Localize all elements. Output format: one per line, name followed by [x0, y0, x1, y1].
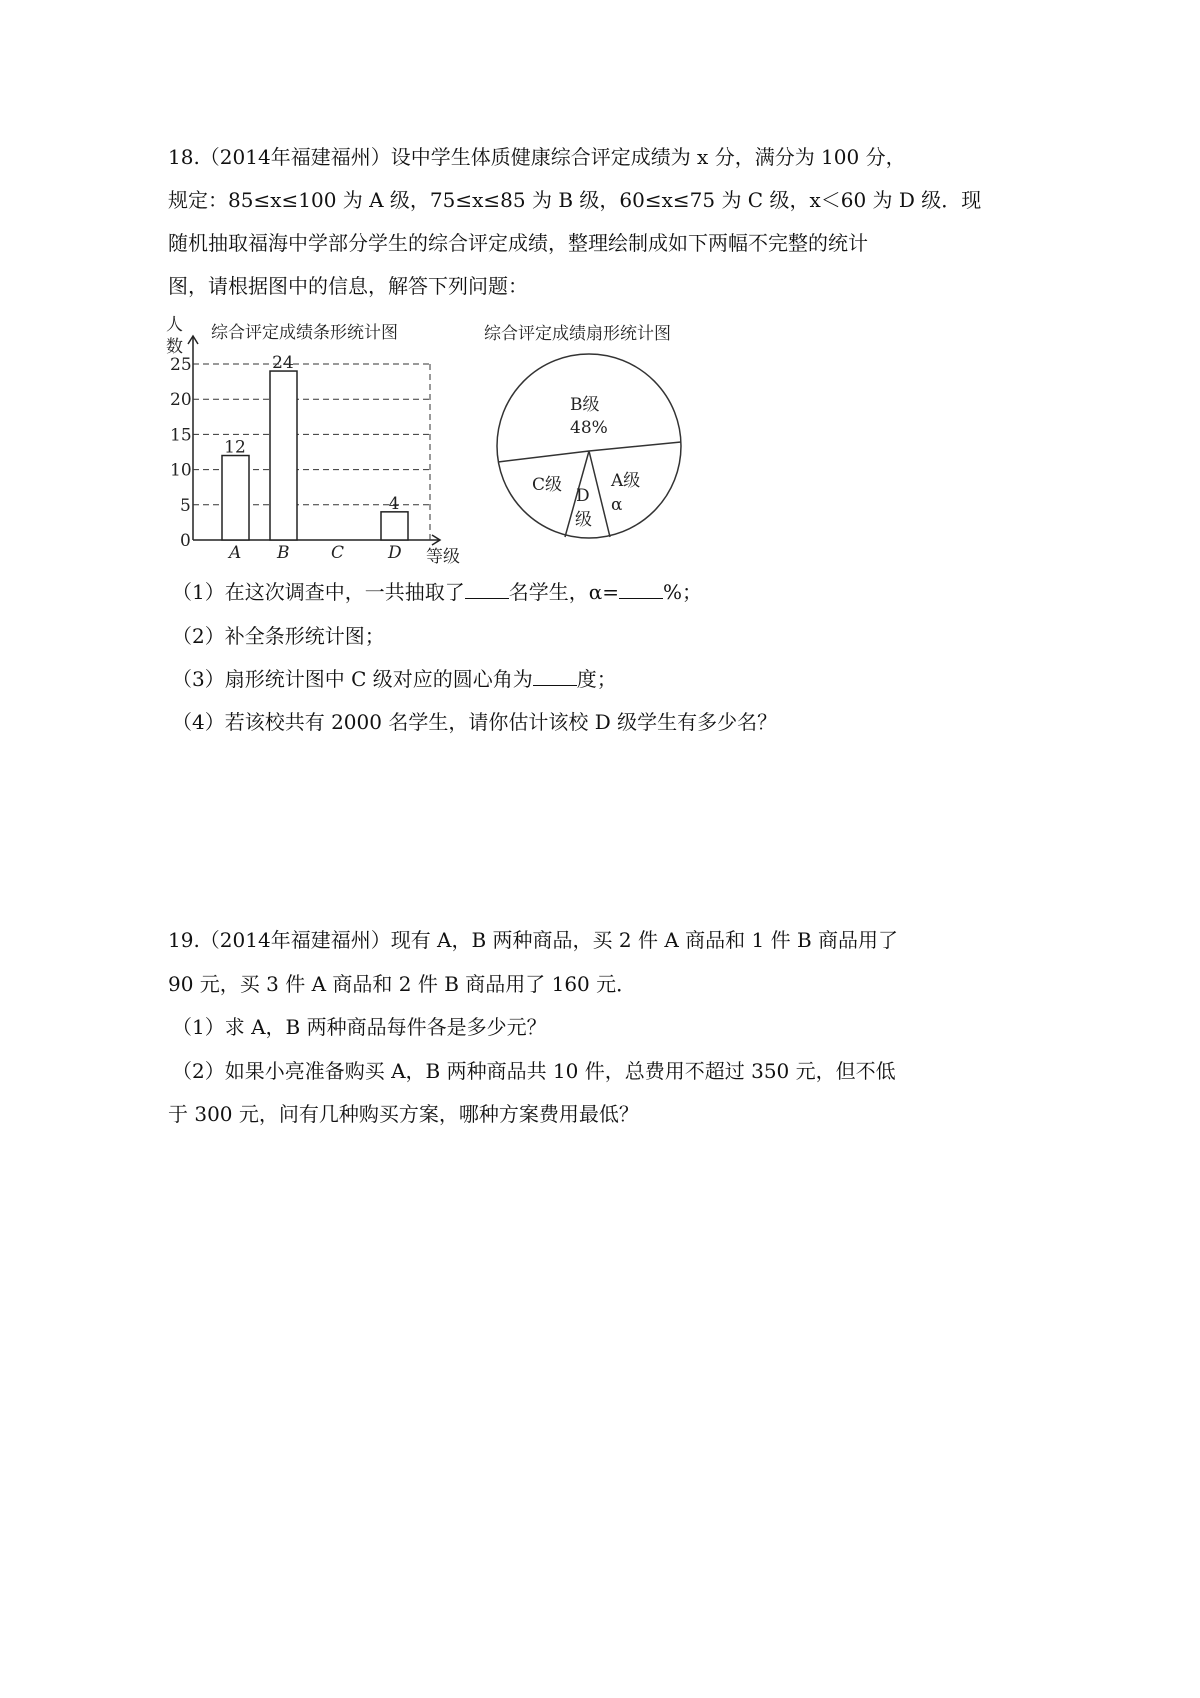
bar-A — [222, 456, 249, 540]
sub3-text-a: （3）扇形统计图中 C 级对应的圆心角为 — [172, 667, 533, 691]
y-axis-label-1: 人 — [166, 315, 183, 335]
data-label: 12 — [224, 437, 246, 458]
sub3-text-b: 度； — [576, 667, 617, 691]
y-tick-label: 25 — [170, 355, 192, 375]
sub1-text-b: 名学生，α= — [508, 580, 619, 604]
pie-chart-title: 综合评定成绩扇形统计图 — [484, 324, 671, 344]
slice-d-label-2: 级 — [575, 510, 592, 530]
q19-line-5: 于 300 元，问有几种购买方案，哪种方案费用最低？ — [168, 1102, 639, 1126]
sub1-text-c: %； — [663, 580, 703, 604]
bar-chart-title: 综合评定成绩条形统计图 — [211, 323, 398, 343]
y-tick-label: 5 — [180, 495, 191, 516]
y-tick-label: 15 — [170, 425, 192, 446]
x-tick-label: A — [229, 543, 242, 563]
x-tick-label: C — [331, 543, 345, 563]
x-axis-label: 等级 — [426, 547, 460, 567]
slice-a-value: α — [611, 495, 623, 515]
bar-D — [381, 512, 408, 540]
sub1-text-a: （1）在这次调查中，一共抽取了 — [172, 580, 465, 604]
q18-line-3: 随机抽取福海中学部分学生的综合评定成绩，整理绘制成如下两幅不完整的统计 — [168, 231, 868, 255]
answer-blank[interactable] — [619, 580, 663, 599]
data-label: 4 — [388, 493, 400, 514]
answer-blank[interactable] — [533, 667, 577, 686]
q18-sub-3 — [172, 667, 617, 691]
slice-a-label: A级 — [611, 471, 641, 491]
q19-line-1: 19.（2014年福建福州）现有 A，B 两种商品，买 2 件 A 商品和 1 件 B 商品用了 — [168, 928, 899, 952]
q19-sub-1: （1）求 A，B 两种商品每件各是多少元？ — [172, 1015, 547, 1039]
slice-b-label: B级 — [570, 395, 600, 415]
data-label: 24 — [272, 353, 294, 374]
bar-B — [270, 371, 297, 540]
bar-chart — [166, 315, 460, 567]
y-tick-label: 10 — [170, 460, 192, 481]
slice-d-label: D — [576, 486, 590, 506]
slice-c-label: C级 — [532, 475, 563, 495]
q18-line-4: 图，请根据图中的信息，解答下列问题： — [168, 274, 528, 298]
q19-sub-2: （2）如果小亮准备购买 A，B 两种商品共 10 件，总费用不超过 350 元，但不低 — [172, 1059, 896, 1083]
y-tick-label: 0 — [180, 531, 191, 551]
x-tick-label: B — [277, 543, 290, 563]
q18-sub-2: （2）补全条形统计图； — [172, 624, 385, 648]
q18-line-1: 18.（2014年福建福州）设中学生体质健康综合评定成绩为 x 分，满分为 100 分， — [168, 145, 906, 169]
slice-b-value: 48% — [570, 418, 608, 438]
q18-sub-4: （4）若该校共有 2000 名学生，请你估计该校 D 级学生有多少名？ — [172, 710, 778, 734]
y-axis-label-2: 数 — [166, 337, 183, 357]
q18-line-2: 规定：85≤x≤100 为 A 级，75≤x≤85 为 B 级，60≤x≤75 为 C 级，x＜60 为 D 级．现 — [168, 188, 982, 212]
y-tick-label: 20 — [170, 390, 192, 411]
q19-line-2: 90 元，买 3 件 A 商品和 2 件 B 商品用了 160 元． — [168, 972, 637, 996]
answer-blank[interactable] — [465, 580, 509, 599]
x-tick-label: D — [388, 543, 402, 563]
pie-chart — [484, 324, 681, 538]
q18-sub-1 — [172, 580, 702, 604]
charts — [0, 0, 1200, 600]
